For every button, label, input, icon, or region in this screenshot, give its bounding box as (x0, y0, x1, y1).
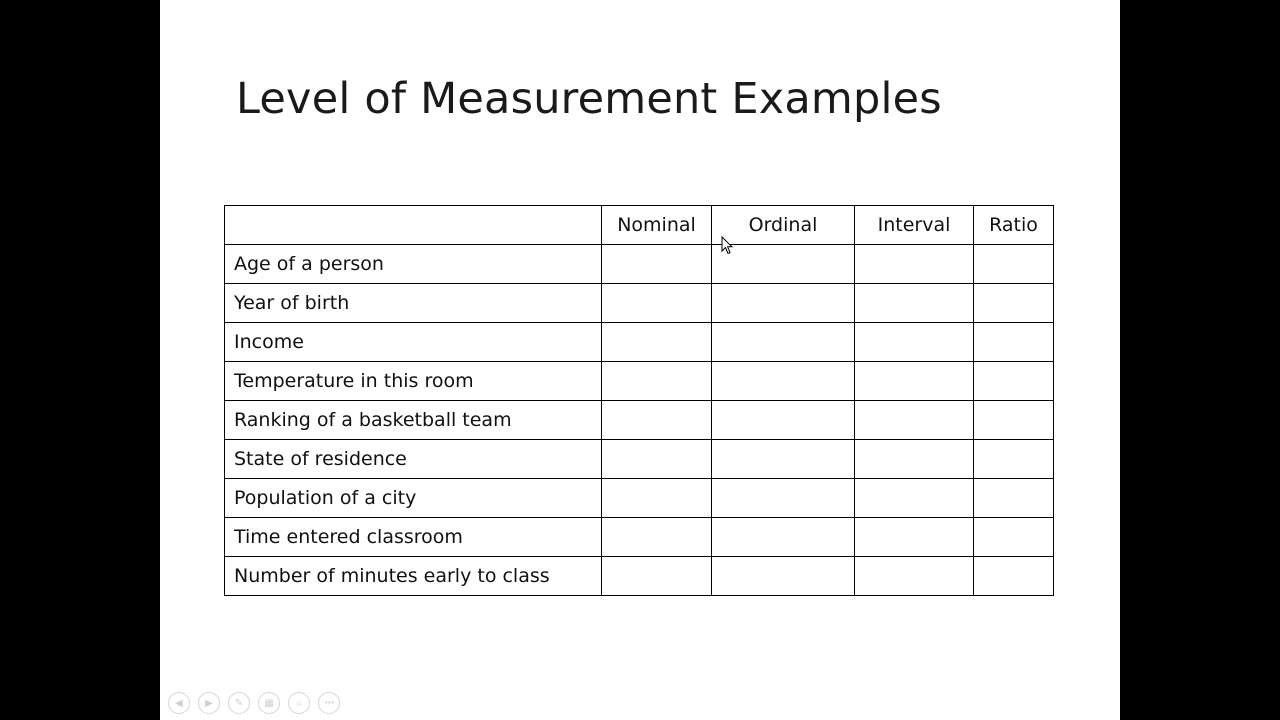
table-cell (974, 518, 1054, 557)
table-cell (712, 440, 855, 479)
table-cell (855, 323, 974, 362)
more-dots-icon: ••• (324, 699, 334, 707)
table-cell (855, 245, 974, 284)
row-label: Temperature in this room (225, 362, 602, 401)
row-label: Population of a city (225, 479, 602, 518)
arrow-right-icon: ▶ (205, 697, 213, 709)
presenter-toolbar (168, 690, 340, 716)
table-cell (602, 323, 712, 362)
table-cell (974, 401, 1054, 440)
table-cell (602, 362, 712, 401)
table-cell (712, 362, 855, 401)
table-cell (602, 518, 712, 557)
table-cell (602, 284, 712, 323)
table-cell (712, 284, 855, 323)
row-label: Number of minutes early to class (225, 557, 602, 596)
table-cell (855, 362, 974, 401)
table-row (225, 284, 1054, 323)
table-row (225, 323, 1054, 362)
row-label: State of residence (225, 440, 602, 479)
magnifier-icon: ⌕ (296, 697, 302, 709)
table-cell (712, 518, 855, 557)
table-header-row (225, 206, 1054, 245)
arrow-left-icon: ◀ (175, 697, 183, 709)
row-label: Age of a person (225, 245, 602, 284)
column-header-ratio: Ratio (974, 206, 1054, 245)
table-cell (974, 362, 1054, 401)
column-header-ordinal: Ordinal (712, 206, 855, 245)
slides-grid-icon: ▦ (264, 697, 274, 709)
table-cell (855, 479, 974, 518)
table-row (225, 479, 1054, 518)
corner-cell (225, 206, 602, 245)
zoom-button[interactable] (288, 692, 310, 714)
column-header-nominal: Nominal (602, 206, 712, 245)
pen-icon: ✎ (234, 697, 244, 709)
table-cell (974, 440, 1054, 479)
table-cell (602, 479, 712, 518)
table-cell (602, 401, 712, 440)
next-slide-button[interactable] (198, 692, 220, 714)
table-cell (855, 518, 974, 557)
column-header-interval: Interval (855, 206, 974, 245)
table-cell (712, 479, 855, 518)
table-cell (974, 557, 1054, 596)
pen-tool-button[interactable] (228, 692, 250, 714)
table-cell (974, 479, 1054, 518)
more-options-button[interactable] (318, 692, 340, 714)
table-row (225, 557, 1054, 596)
row-label: Time entered classroom (225, 518, 602, 557)
table-cell (855, 440, 974, 479)
table-cell (712, 557, 855, 596)
table-row (225, 245, 1054, 284)
measurement-table (224, 205, 1054, 596)
table-cell (974, 323, 1054, 362)
previous-slide-button[interactable] (168, 692, 190, 714)
mouse-cursor-icon (721, 236, 733, 255)
table-row (225, 440, 1054, 479)
table-cell (855, 401, 974, 440)
table-cell (855, 284, 974, 323)
table-cell (712, 401, 855, 440)
table-cell (712, 323, 855, 362)
table-cell (974, 284, 1054, 323)
table-cell (602, 440, 712, 479)
table-row (225, 518, 1054, 557)
row-label: Year of birth (225, 284, 602, 323)
table-cell (602, 245, 712, 284)
row-label: Income (225, 323, 602, 362)
all-slides-button[interactable] (258, 692, 280, 714)
table-row (225, 401, 1054, 440)
table-cell (855, 557, 974, 596)
table-cell (974, 245, 1054, 284)
slide-title: Level of Measurement Examples (236, 74, 942, 124)
table-row (225, 362, 1054, 401)
slide (160, 0, 1120, 720)
table-cell (602, 557, 712, 596)
row-label: Ranking of a basketball team (225, 401, 602, 440)
